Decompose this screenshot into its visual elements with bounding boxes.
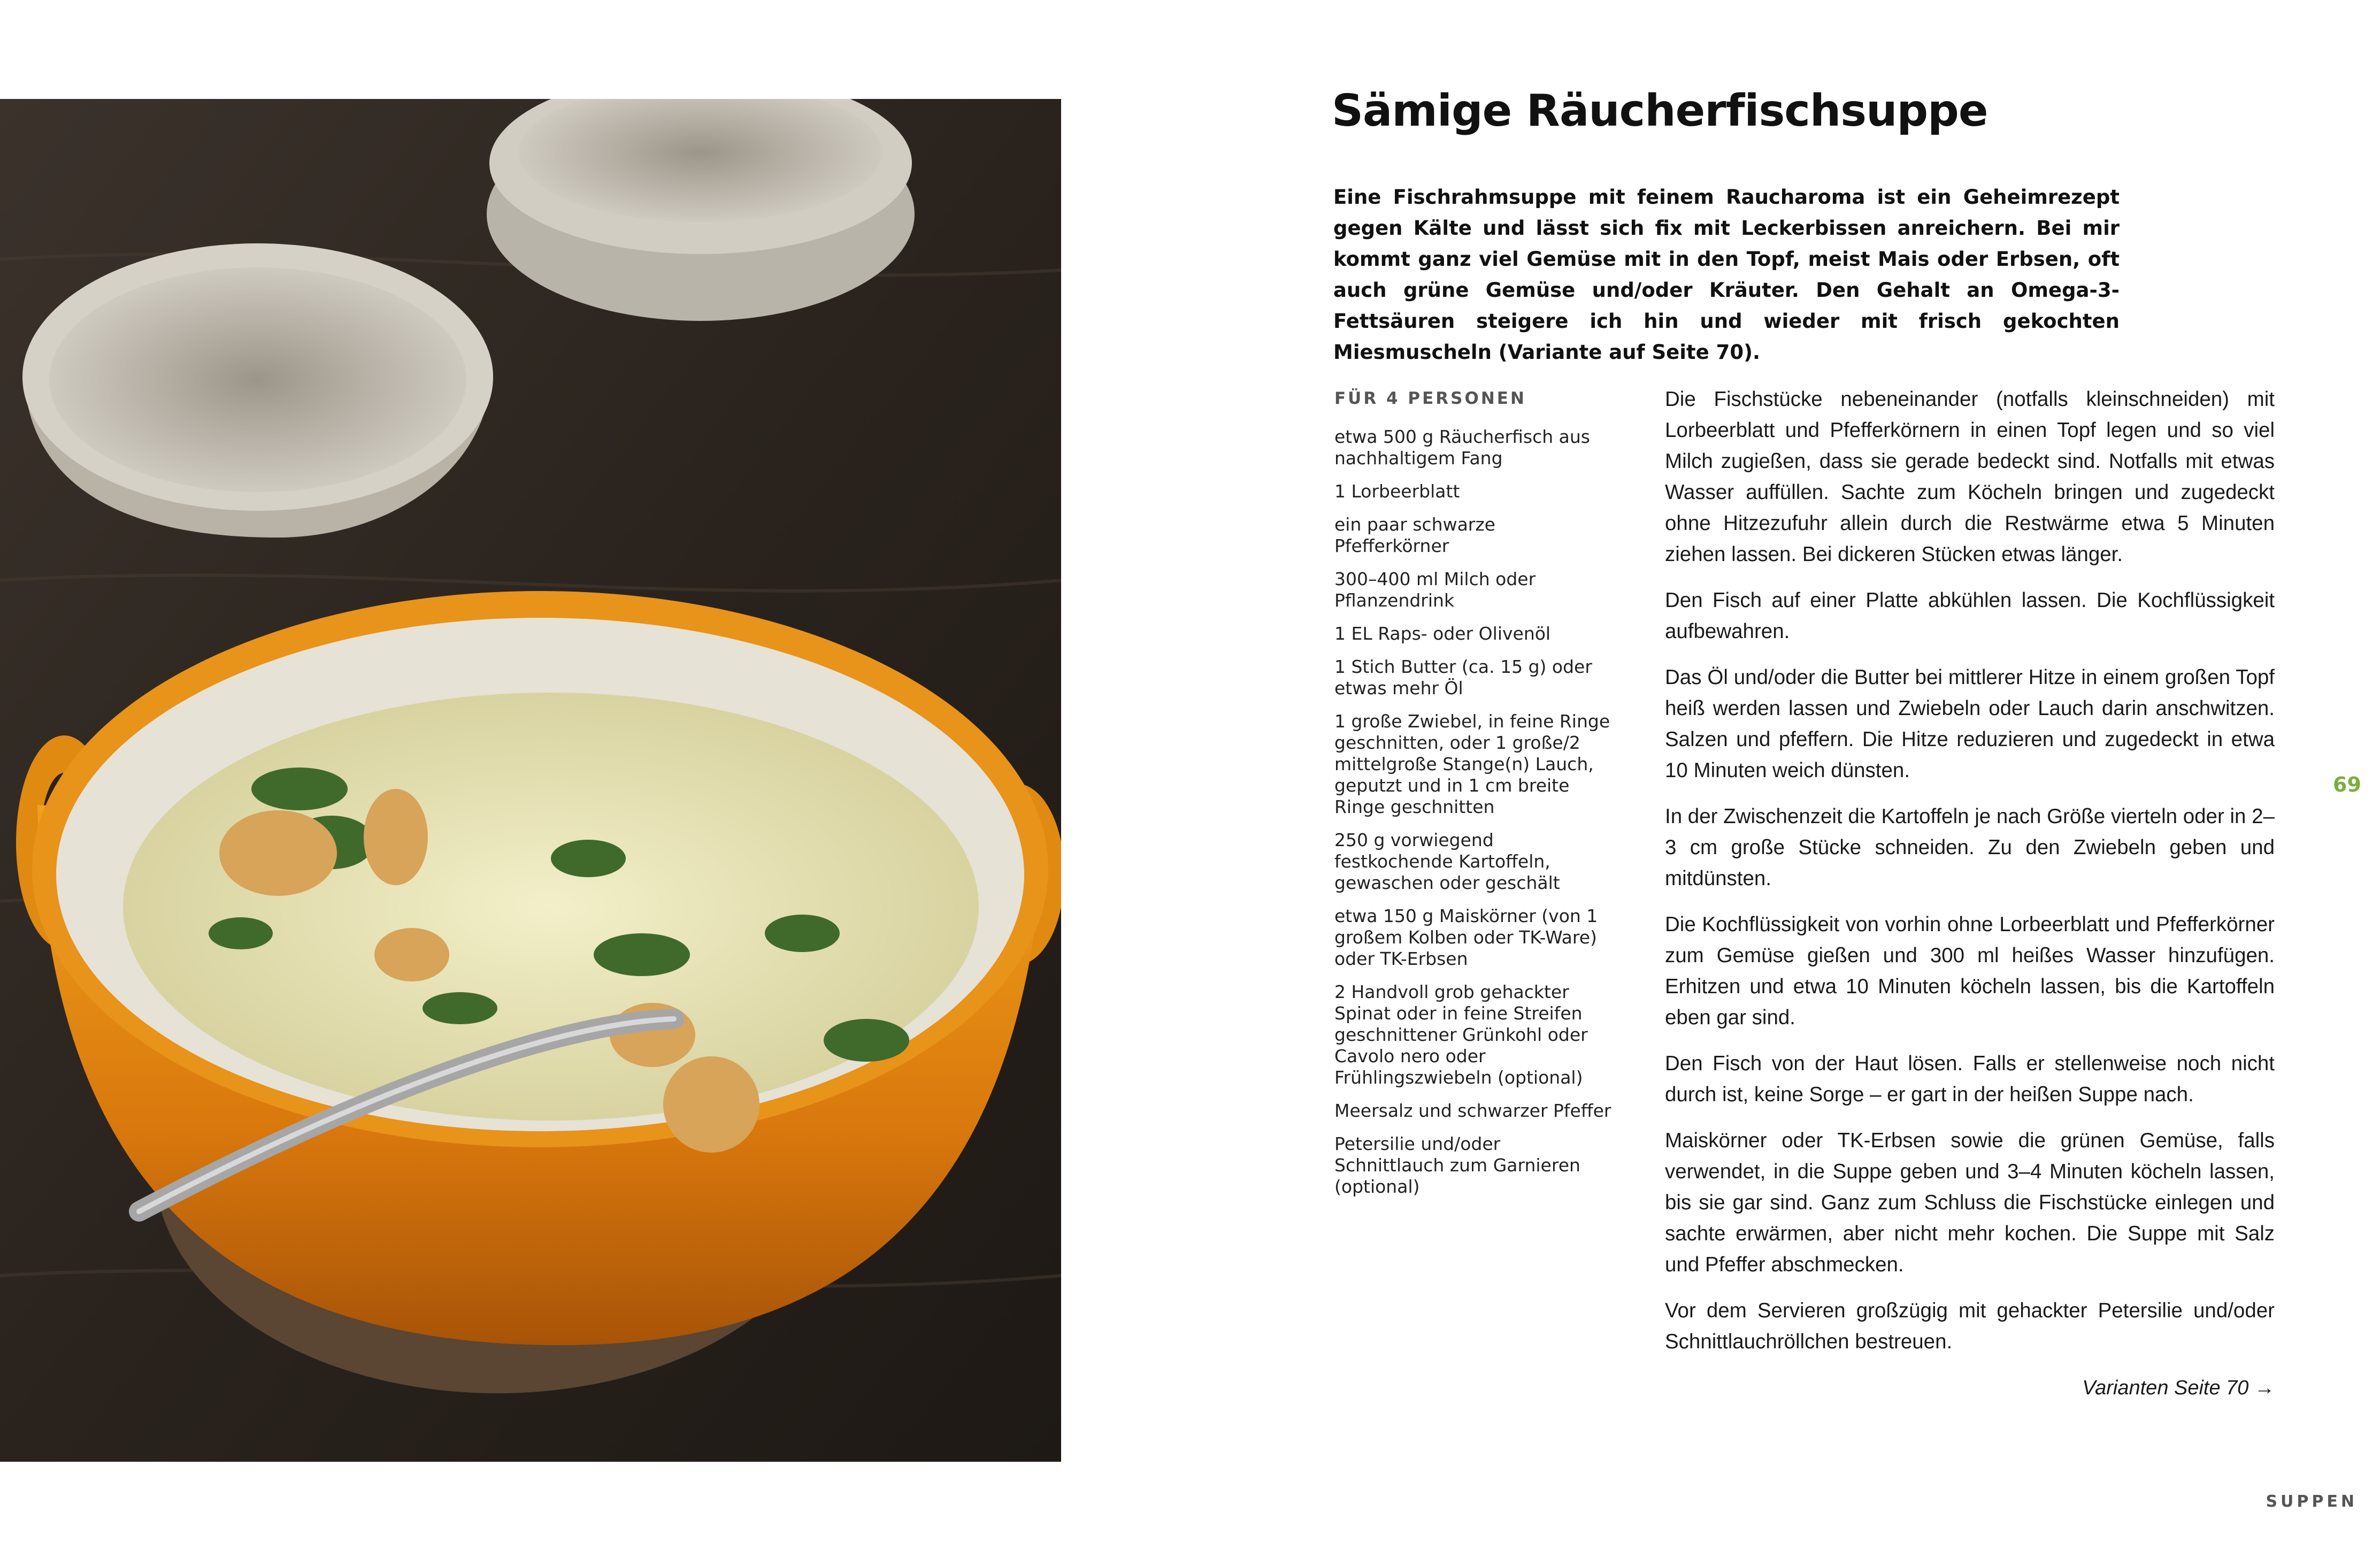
recipe-intro: Eine Fischrahmsuppe mit feinem Raucharoma ist ein Geheimrezept gegen Kälte und lässt sich fix mit Leckerbissen anreichern. Bei mir kommt ganz viel Gemüse mit in den Topf, meist Mais oder Erbsen, oft auch grüne Gemüse und/oder Kräuter. Den Gehalt an Omega-3-Fettsäuren steigere ich hin und wieder mit frisch gekochten Miesmuscheln (Variante auf Seite 70). [1333,186,2120,364]
method-step: Vor dem Servieren großzügig mit gehackter Petersilie und/oder Schnittlauchröllchen bestreuen. [1665,1299,2275,1353]
method-step: Den Fisch auf einer Platte abkühlen lassen. Die Kochflüssigkeit aufbewahren. [1665,589,2275,643]
recipe-title: Sämige Räucherfischsuppe [1332,86,1988,136]
ingredient-item: 1 Lorbeerblatt [1334,481,1460,502]
method-step: Die Fischstücke nebeneinander (notfalls kleinschneiden) mit Lorbeerblatt und Pfefferkörnern in einen Topf legen und so viel Milch zugießen, dass sie gerade bedeckt sind. Notfalls mit etwas Wasser auffüllen. Sachte zum Köcheln bringen und zugedeckt ohne Hitzezufuhr allein durch die Restwärme etwa 5 Minuten ziehen lassen. Bei dickeren Stücken etwas länger. [1665,388,2275,566]
ingredient-item: 1 Stich Butter (ca. 15 g) oder etwas mehr Öl [1334,656,1592,699]
method-step: Die Kochflüssigkeit von vorhin ohne Lorbeerblatt und Pfefferkörner zum Gemüse gießen und 300 ml heißes Wasser hinzufügen. Erhitzen und etwa 10 Minuten köcheln lassen, bis die Kartoffeln eben gar sind. [1665,913,2275,1029]
ingredients-section [1334,388,1613,1209]
ingredient-item: 2 Handvoll grob gehackter Spinat oder in feine Streifen geschnittener Grünkohl oder Cavolo nero oder Frühlingszwiebeln (optional) [1334,981,1588,1088]
method-step: Das Öl und/oder die Butter bei mittlerer Hitze in einem großen Topf heiß werden lassen und Zwiebeln oder Lauch darin anschwitzen. Salzen und pfeffern. Die Hitze reduzieren und zugedeckt in etwa 10 Minuten weich dünsten. [1665,666,2275,782]
soup-photo [0,99,1061,1462]
ingredient-list [1334,426,1613,1198]
page-number: 69 [2333,773,2361,796]
ingredient-item: 250 g vorwiegend festkochende Kartoffeln, gewaschen oder geschält [1334,830,1560,893]
ingredient-item: Petersilie und/oder Schnittlauch zum Garnieren (optional) [1334,1133,1580,1197]
ingredient-item: 1 große Zwiebel, in feine Ringe geschnitten, oder 1 große/2 mittelgroße Stange(n) Lauch, geputzt und in 1 cm breite Ringe geschnitten [1334,711,1610,817]
method-step: Den Fisch von der Haut lösen. Falls er stellenweise noch nicht durch ist, keine Sorge – er gart in der heißen Suppe nach. [1665,1052,2275,1106]
ingredient-item: 1 EL Raps- oder Olivenöl [1334,623,1551,644]
ingredient-item: etwa 150 g Maiskörner (von 1 großem Kolben oder TK-Ware) oder TK-Erbsen [1334,906,1598,969]
method-step: Maiskörner oder TK-Erbsen sowie die grünen Gemüse, falls verwendet, in die Suppe geben und 3–4 Minuten köcheln lassen, bis sie gar sind. Ganz zum Schluss die Fischstücke einlegen und sachte erwärmen, aber nicht mehr kochen. Die Suppe mit Salz und Pfeffer abschmecken. [1665,1129,2275,1276]
variants-link[interactable]: Varianten Seite 70 → [2082,1377,2275,1399]
method-step: In der Zwischenzeit die Kartoffeln je nach Größe vierteln oder in 2–3 cm große Stücke schneiden. Zu den Zwiebeln geben und mitdünsten. [1665,805,2275,890]
ingredient-item: 300–400 ml Milch oder Pflanzendrink [1334,569,1536,611]
ingredient-item: Meersalz und schwarzer Pfeffer [1334,1100,1611,1121]
servings-label: FÜR 4 PERSONEN [1334,389,1526,408]
ingredient-item: etwa 500 g Räucherfisch aus nachhaltigem Fang [1334,426,1590,469]
section-label: SUPPEN [2266,1492,2358,1511]
method-section [1665,384,2275,1403]
ingredient-item: ein paar schwarze Pfefferkörner [1334,514,1495,556]
